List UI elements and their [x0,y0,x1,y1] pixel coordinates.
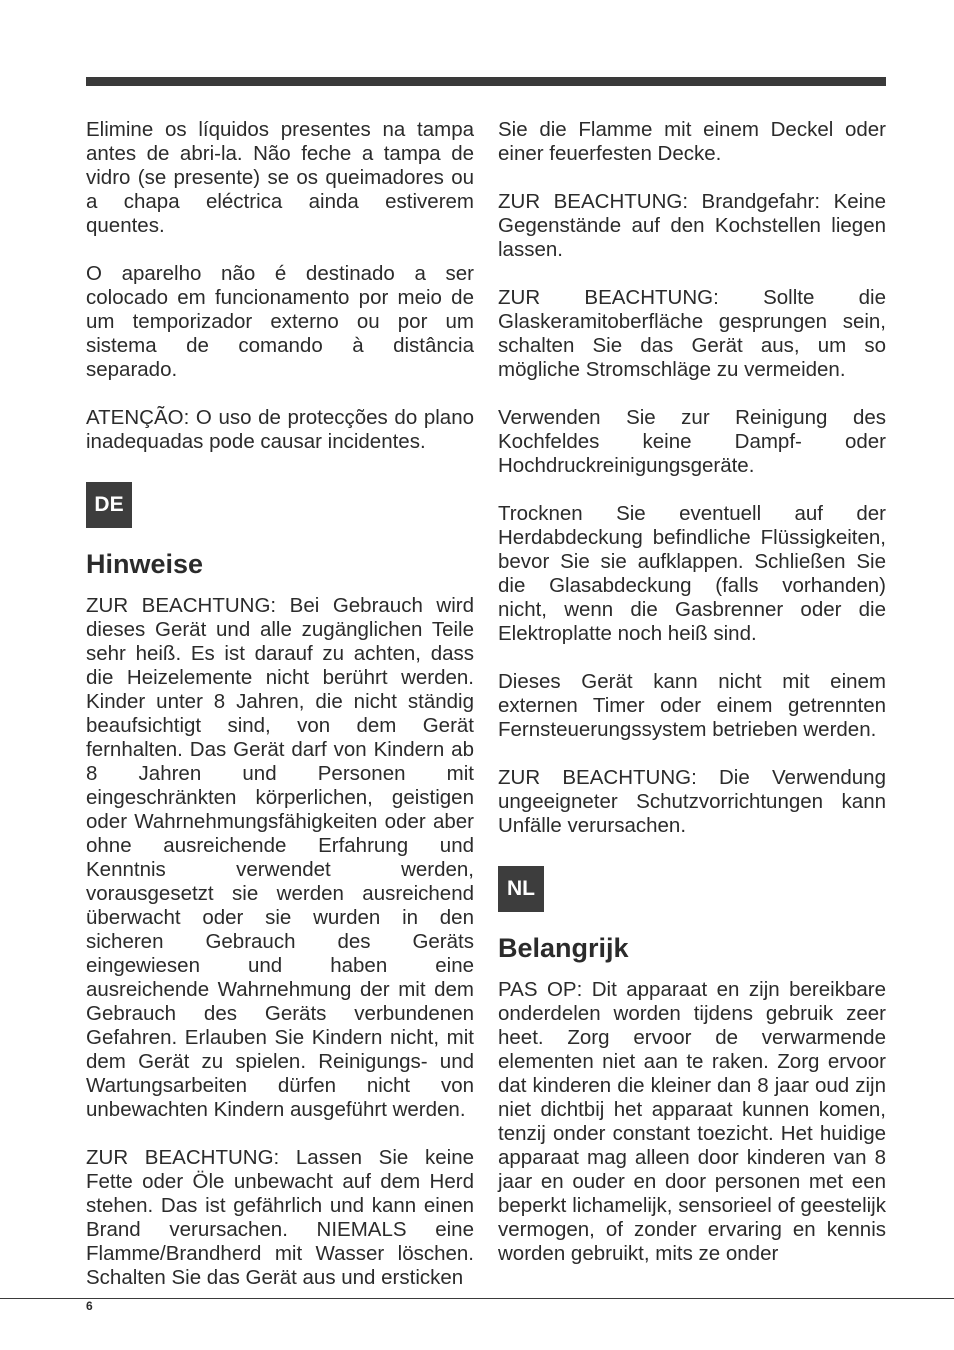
de-paragraph-flame-cover: Sie die Flamme mit einem Deckel oder einer feuerfesten Decke. [498,118,886,165]
de-paragraph-timer: Dieses Gerät kann nicht mit einem externen Timer oder einem getrennten Fernsteuerungssystem betrieben werden. [498,670,886,741]
nl-paragraph-warning: PAS OP: Dit apparaat en zijn bereikbare onderdelen worden tijdens gebruik zeer heet. Zorg ervoor de verwarmende elementen niet aan te raken. Zorg ervoor dat kinderen die kleiner dan 8 jaar oud zijn niet dichtbij het apparaat kunnen komen, tenzij onder constant toezicht. Het huidige apparaat mag alleen door kinderen van 8 jaar en ouder en door personen met een beperkt lichamelijk, sensorieel of geestelijk vermogen, of zonder ervaring en kennis worden gebruikt, mits ze onder [498,978,886,1265]
pt-paragraph-timer: O aparelho não é destinado a ser colocado em funcionamento por meio de um temporizador externo ou por um sistema de comando à distância separado. [86,262,474,381]
language-badge-de: DE [86,482,132,528]
page-number: 6 [86,1299,93,1313]
left-column [86,118,474,1290]
language-badge-nl: NL [498,866,544,912]
pt-paragraph-attention: ATENÇÃO: O uso de protecções do plano inadequadas pode causar incidentes. [86,406,474,453]
de-paragraph-protection: ZUR BEACHTUNG: Die Verwendung ungeeigneter Schutzvorrichtungen kann Unfälle verursachen. [498,766,886,837]
de-paragraph-cleaning: Verwenden Sie zur Reinigung des Kochfeldes keine Dampf- oder Hochdruckreinigungsgeräte. [498,406,886,477]
section-title-hinweise: Hinweise [86,549,204,579]
de-paragraph-warning-fire: ZUR BEACHTUNG: Lassen Sie keine Fette oder Öle unbewacht auf dem Herd stehen. Das ist gefährlich und kann einen Brand verursachen. NIEMALS eine Flamme/Brandherd mit Wasser löschen. Schalten Sie das Gerät aus und ersticken [86,1146,474,1289]
footer-rule [0,1298,954,1299]
section-title-belangrijk: Belangrijk [498,933,629,963]
de-paragraph-dry-cover: Trocknen Sie eventuell auf der Herdabdeckung befindliche Flüssigkeiten, bevor Sie sie aufklappen. Schließen Sie die Glasabdeckung (falls vorhanden) nicht, wenn die Gasbrenner oder die Elektroplatte noch heiß sind. [498,502,886,645]
de-paragraph-warning-children: ZUR BEACHTUNG: Bei Gebrauch wird dieses Gerät und alle zugänglichen Teile sehr heiß. Es ist darauf zu achten, dass die Heizelemente nicht berührt werden. Kinder unter 8 Jahren, die nicht ständig beaufsichtigt sind, von dem Gerät fernhalten. Das Gerät darf von Kindern ab 8 Jahren und Personen mit eingeschränkten körperlichen, geistigen oder Wahrnehmungsfähigkeiten oder aber ohne ausreichende Erfahrung und Kenntnis verwendet werden, vorausgesetzt sie werden ausreichend überwacht oder sie wurden in den sicheren Gebrauch des Geräts eingewiesen und haben eine ausreichende Wahrnehmung der mit dem Gebrauch des Geräts verbundenen Gefahren. Erlauben Sie Kindern nicht, mit dem Gerät zu spielen. Reinigungs- und Wartungsarbeiten dürfen nicht von unbewachten Kindern ausgeführt werden. [86,594,474,1121]
pt-paragraph-liquids: Elimine os líquidos presentes na tampa antes de abri-la. Não feche a tampa de vidro (se presente) se os queimadores ou a chapa eléctrica ainda estiverem quentes. [86,118,474,237]
de-paragraph-glass-cracked: ZUR BEACHTUNG: Sollte die Glaskeramitoberfläche gesprungen sein, schalten Sie das Gerät aus, um so mögliche Stromschläge zu vermeiden. [498,286,886,381]
right-column [498,118,886,1266]
header-rule [86,77,886,86]
de-paragraph-fire-hazard: ZUR BEACHTUNG: Brandgefahr: Keine Gegenstände auf den Kochstellen liegen lassen. [498,190,886,261]
